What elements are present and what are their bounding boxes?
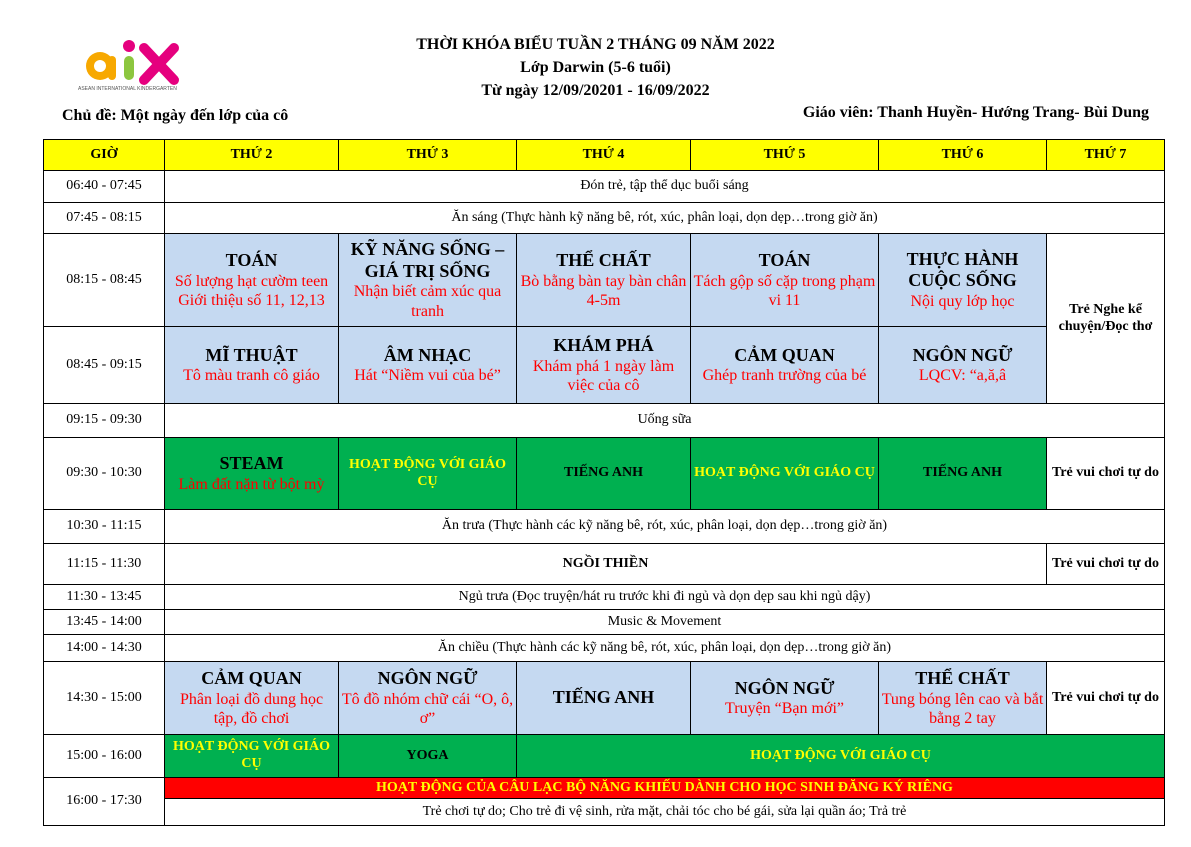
lesson-cell: [165, 662, 339, 735]
lesson-cell: [339, 234, 517, 327]
theme-label: Chủ đề: Một ngày đến lớp của cô: [62, 107, 289, 124]
time-cell: 11:15 - 11:30: [44, 544, 165, 585]
time-cell: 09:15 - 09:30: [44, 404, 165, 438]
col-header-sat: THỨ 7: [1047, 140, 1165, 171]
activity-cell: TIẾNG ANH: [517, 438, 691, 510]
col-header-mon: THỨ 2: [165, 140, 339, 171]
lesson-subject: MĨ THUẬT: [205, 344, 298, 365]
table-row: [44, 735, 1165, 778]
time-cell: 15:00 - 16:00: [44, 735, 165, 778]
lesson-subject: NGÔN NGỮ: [734, 677, 835, 698]
class-name: Lớp Darwin (5-6 tuổi): [520, 59, 671, 76]
lesson-cell: [339, 327, 517, 404]
lesson-subject: THỂ CHẤT: [915, 668, 1010, 689]
time-cell: 16:00 - 17:30: [44, 778, 165, 826]
table-row: [44, 203, 1165, 234]
lesson-cell: [691, 234, 879, 327]
lesson-desc: Bò bằng bàn tay bàn chân 4-5m: [520, 272, 687, 309]
lesson-desc: Số lượng hạt cườm teen Giới thiệu số 11, 12,13: [174, 272, 329, 309]
col-header-time: GIỜ: [44, 140, 165, 171]
col-header-thu: THỨ 5: [691, 140, 879, 171]
table-row: [44, 799, 1165, 826]
lesson-subject: STEAM: [219, 453, 284, 474]
saturday-cell: Trẻ vui chơi tự do: [1047, 662, 1165, 735]
table-row: [44, 438, 1165, 510]
lesson-desc: Tô màu tranh cô giáo: [183, 367, 320, 385]
teachers-label: Giáo viên: Thanh Huyền- Hướng Trang- Bùi Dung: [802, 104, 1149, 121]
lesson-cell: [879, 327, 1047, 404]
lesson-desc: Phân loại đồ dung học tập, đồ chơi: [179, 690, 324, 727]
activity-cell: Đón trẻ, tập thể dục buổi sáng: [165, 171, 1165, 203]
logo-caption: ASEAN INTERNATIONAL KINDERGARTEN: [78, 86, 177, 92]
table-row: [44, 171, 1165, 203]
table-row: [44, 510, 1165, 544]
lesson-cell: [879, 234, 1047, 327]
col-header-fri: THỨ 6: [879, 140, 1047, 171]
lesson-desc: Hát “Niềm vui của bé”: [354, 367, 501, 385]
activity-cell: Uống sữa: [165, 404, 1165, 438]
time-cell: 08:45 - 09:15: [44, 327, 165, 404]
lesson-cell: [165, 234, 339, 327]
time-cell: 13:45 - 14:00: [44, 610, 165, 635]
lesson-desc: Tung bóng lên cao và bắt bằng 2 tay: [881, 690, 1044, 727]
table-row: [44, 544, 1165, 585]
lesson-subject: TIẾNG ANH: [552, 687, 655, 708]
saturday-cell: Trẻ vui chơi tự do: [1047, 544, 1165, 585]
lesson-cell: [691, 327, 879, 404]
saturday-cell: Trẻ Nghe kể chuyện/Đọc thơ: [1047, 234, 1165, 404]
time-cell: 08:15 - 08:45: [44, 234, 165, 327]
table-row: [44, 635, 1165, 662]
lesson-desc: Truyện “Bạn mới”: [725, 700, 844, 718]
activity-cell: YOGA: [339, 735, 517, 778]
table-row: [44, 327, 1165, 404]
time-cell: 10:30 - 11:15: [44, 510, 165, 544]
time-cell: 09:30 - 10:30: [44, 438, 165, 510]
lesson-cell: [517, 234, 691, 327]
time-cell: 14:00 - 14:30: [44, 635, 165, 662]
activity-cell: TIẾNG ANH: [879, 438, 1047, 510]
lesson-cell: [517, 662, 691, 735]
activity-cell: HOẠT ĐỘNG VỚI GIÁO CỤ: [165, 735, 339, 778]
lesson-cell: [165, 327, 339, 404]
lesson-cell: [879, 662, 1047, 735]
lesson-cell: [339, 662, 517, 735]
activity-cell: Ngủ trưa (Đọc truyện/hát ru trước khi đi ngủ và dọn dẹp sau khi ngủ dậy): [165, 585, 1165, 610]
lesson-subject: NGÔN NGỮ: [377, 668, 478, 689]
lesson-subject: KHÁM PHÁ: [553, 335, 654, 356]
lesson-desc: Ghép tranh trường của bé: [702, 367, 867, 385]
table-row: [44, 234, 1165, 327]
lesson-desc: Tô đồ nhóm chữ cái “O, ô, ơ”: [341, 690, 514, 727]
table-row: [44, 404, 1165, 438]
lesson-desc: Tách gộp số cặp trong phạm vi 11: [693, 272, 876, 309]
lesson-desc: Khám phá 1 ngày làm việc của cô: [532, 357, 675, 394]
activity-cell: HOẠT ĐỘNG VỚI GIÁO CỤ: [691, 438, 879, 510]
time-cell: 14:30 - 15:00: [44, 662, 165, 735]
lesson-subject: CẢM QUAN: [734, 344, 835, 365]
time-cell: 11:30 - 13:45: [44, 585, 165, 610]
lesson-subject: KỸ NĂNG SỐNG – GIÁ TRỊ SỐNG: [350, 239, 505, 281]
activity-cell: Ăn trưa (Thực hành các kỹ năng bê, rót, xúc, phân loại, dọn dẹp…trong giờ ăn): [165, 510, 1165, 544]
lesson-desc: Nội quy lớp học: [910, 293, 1015, 310]
saturday-cell: Trẻ vui chơi tự do: [1047, 438, 1165, 510]
lesson-desc: Nhận biết cảm xúc qua tranh: [353, 283, 502, 320]
lesson-cell: [517, 327, 691, 404]
table-row: [44, 585, 1165, 610]
activity-cell: HOẠT ĐỘNG VỚI GIÁO CỤ: [339, 438, 517, 510]
activity-cell: Ăn sáng (Thực hành kỹ năng bê, rót, xúc, phân loại, dọn dẹp…trong giờ ăn): [165, 203, 1165, 234]
activity-cell: NGỒI THIỀN: [165, 544, 1047, 585]
activity-cell: Trẻ chơi tự do; Cho trẻ đi vệ sinh, rửa mặt, chải tóc cho bé gái, sửa lại quần áo; Trả trẻ: [165, 799, 1165, 826]
lesson-subject: THỂ CHẤT: [556, 250, 651, 271]
header-row: [44, 140, 1165, 171]
activity-cell: HOẠT ĐỘNG VỚI GIÁO CỤ: [517, 735, 1165, 778]
timetable: [43, 139, 1165, 826]
page-title: THỜI KHÓA BIỂU TUẦN 2 THÁNG 09 NĂM 2022: [416, 36, 775, 53]
col-header-wed: THỨ 4: [517, 140, 691, 171]
lesson-subject: NGÔN NGỮ: [912, 344, 1013, 365]
lesson-subject: TOÁN: [225, 250, 278, 271]
lesson-subject: ÂM NHẠC: [383, 344, 472, 365]
lesson-subject: TOÁN: [758, 250, 811, 271]
lesson-cell: [165, 438, 339, 510]
lesson-cell: [691, 662, 879, 735]
lesson-desc: LQCV: “a,ă,â: [918, 367, 1007, 385]
table-row: [44, 610, 1165, 635]
table-row: [44, 662, 1165, 735]
time-cell: 07:45 - 08:15: [44, 203, 165, 234]
lesson-desc: Làm đất nặn từ bột mỳ: [178, 475, 325, 493]
date-range: Từ ngày 12/09/20201 - 16/09/2022: [481, 82, 710, 99]
lesson-subject: CẢM QUAN: [201, 668, 302, 689]
col-header-tue: THỨ 3: [339, 140, 517, 171]
activity-cell: Ăn chiều (Thực hành các kỹ năng bê, rót, xúc, phân loại, dọn dẹp…trong giờ ăn): [165, 635, 1165, 662]
activity-cell: Music & Movement: [165, 610, 1165, 635]
time-cell: 06:40 - 07:45: [44, 171, 165, 203]
table-row: [44, 778, 1165, 799]
lesson-subject: THỰC HÀNH CUỘC SỐNG: [906, 248, 1019, 291]
club-banner: HOẠT ĐỘNG CỦA CÂU LẠC BỘ NĂNG KHIẾU DÀNH CHO HỌC SINH ĐĂNG KÝ RIÊNG: [165, 778, 1165, 799]
